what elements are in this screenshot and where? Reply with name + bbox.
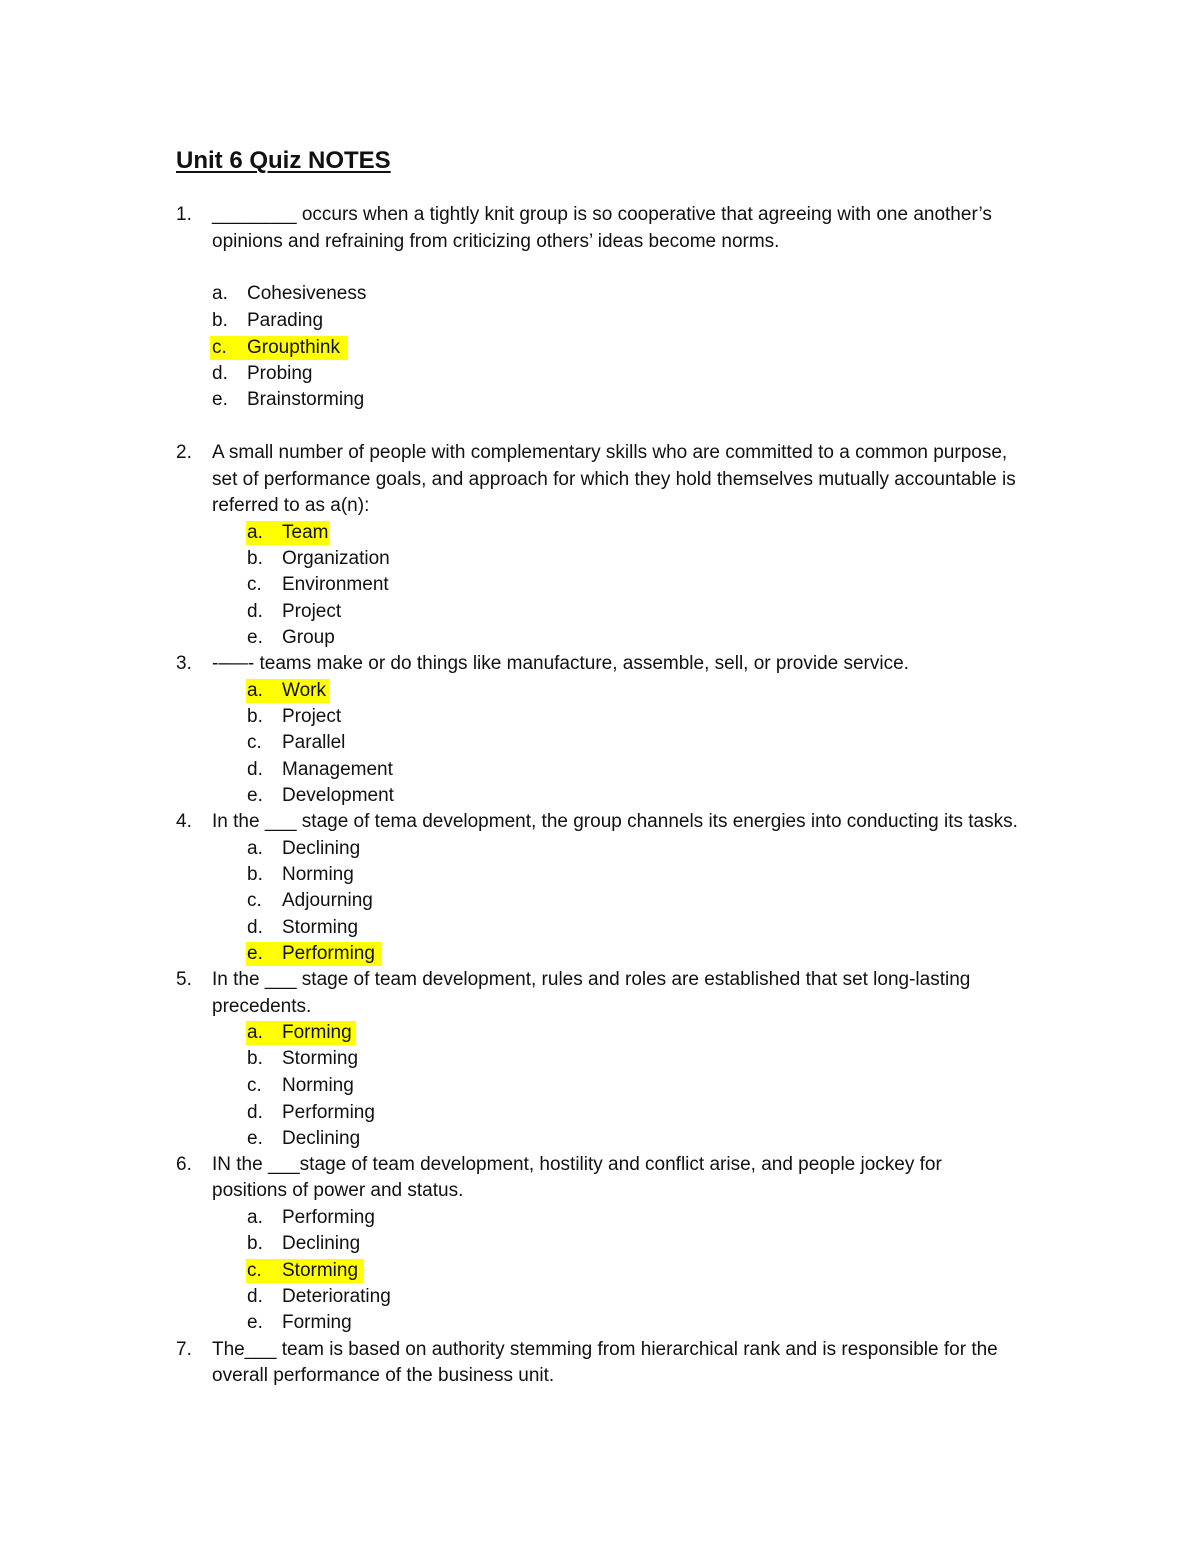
question-text-line: opinions and refraining from criticizing others’ ideas become norms. — [212, 231, 780, 252]
option-letter: c. — [247, 732, 262, 753]
option-text: Project — [282, 601, 342, 622]
option-text: Declining — [282, 1233, 361, 1254]
option-text: Group — [282, 627, 335, 648]
option-letter: b. — [212, 310, 228, 331]
question-number: 3. — [176, 653, 192, 674]
option-text: Adjourning — [282, 890, 373, 911]
option-text: Norming — [282, 864, 354, 885]
option-text: Probing — [247, 363, 313, 384]
question-number: 6. — [176, 1154, 192, 1175]
option-letter: e. — [247, 785, 263, 806]
option-text: Performing — [282, 1207, 375, 1228]
question-text-line: set of performance goals, and approach for which they hold themselves mutually accountable is — [212, 469, 1016, 490]
option-text: Storming — [282, 917, 359, 938]
option-letter: b. — [247, 548, 263, 569]
question-text-line: In the ___ stage of tema development, the group channels its energies into conducting its tasks. — [212, 811, 1018, 832]
option-text: Groupthink — [247, 337, 340, 358]
question-text-line: IN the ___stage of team development, hostility and conflict arise, and people jockey for — [212, 1154, 942, 1175]
page-title: Unit 6 Quiz NOTES — [176, 147, 391, 174]
option-text: Storming — [282, 1048, 359, 1069]
option-letter: e. — [247, 1312, 263, 1333]
option-text: Brainstorming — [247, 389, 365, 410]
option-letter: c. — [247, 1075, 262, 1096]
option-letter: d. — [247, 917, 263, 938]
option-text: Team — [282, 522, 329, 543]
option-letter: e. — [212, 389, 228, 410]
option-letter: b. — [247, 1233, 263, 1254]
option-text: Management — [282, 759, 393, 780]
question-text-line: The___ team is based on authority stemming from hierarchical rank and is responsible for the — [212, 1339, 998, 1360]
question-text-line: ________ occurs when a tightly knit group is so cooperative that agreeing with one another’s — [212, 204, 992, 225]
option-letter: b. — [247, 706, 263, 727]
question-number: 7. — [176, 1339, 192, 1360]
option-letter: e. — [247, 1128, 263, 1149]
option-text: Environment — [282, 574, 389, 595]
question-text-line: referred to as a(n): — [212, 495, 370, 516]
option-letter: d. — [212, 363, 228, 384]
option-letter: b. — [247, 864, 263, 885]
option-letter: c. — [247, 890, 262, 911]
option-text: Parading — [247, 310, 324, 331]
option-text: Declining — [282, 1128, 361, 1149]
option-text: Development — [282, 785, 394, 806]
option-text: Work — [282, 680, 326, 701]
option-letter: a. — [212, 283, 228, 304]
question-text-line: precedents. — [212, 996, 312, 1017]
option-letter: a. — [247, 522, 263, 543]
option-text: Parallel — [282, 732, 346, 753]
option-text: Norming — [282, 1075, 354, 1096]
option-letter: c. — [247, 574, 262, 595]
option-letter: a. — [247, 1022, 263, 1043]
option-letter: e. — [247, 943, 263, 964]
question-number: 1. — [176, 204, 192, 225]
option-text: Organization — [282, 548, 390, 569]
option-letter: c. — [247, 1260, 262, 1281]
option-letter: c. — [212, 337, 227, 358]
option-letter: d. — [247, 601, 263, 622]
option-letter: d. — [247, 759, 263, 780]
option-letter: a. — [247, 1207, 263, 1228]
question-number: 2. — [176, 442, 192, 463]
option-letter: d. — [247, 1102, 263, 1123]
option-text: Cohesiveness — [247, 283, 367, 304]
question-text-line: positions of power and status. — [212, 1180, 464, 1201]
option-text: Forming — [282, 1022, 352, 1043]
option-letter: a. — [247, 680, 263, 701]
option-text: Forming — [282, 1312, 352, 1333]
question-number: 4. — [176, 811, 192, 832]
question-text-line: In the ___ stage of team development, rules and roles are established that set long-lasting — [212, 969, 971, 990]
option-letter: b. — [247, 1048, 263, 1069]
option-text: Performing — [282, 1102, 375, 1123]
option-letter: d. — [247, 1286, 263, 1307]
option-text: Performing — [282, 943, 375, 964]
question-text-line: overall performance of the business unit. — [212, 1365, 555, 1386]
question-text-line: A small number of people with complementary skills who are committed to a common purpose, — [212, 442, 1008, 463]
option-text: Storming — [282, 1260, 359, 1281]
option-letter: a. — [247, 838, 263, 859]
question-number: 5. — [176, 969, 192, 990]
option-text: Declining — [282, 838, 361, 859]
question-text-line: -–—- teams make or do things like manufacture, assemble, sell, or provide service. — [212, 653, 909, 674]
option-text: Project — [282, 706, 342, 727]
option-text: Deteriorating — [282, 1286, 391, 1307]
option-letter: e. — [247, 627, 263, 648]
